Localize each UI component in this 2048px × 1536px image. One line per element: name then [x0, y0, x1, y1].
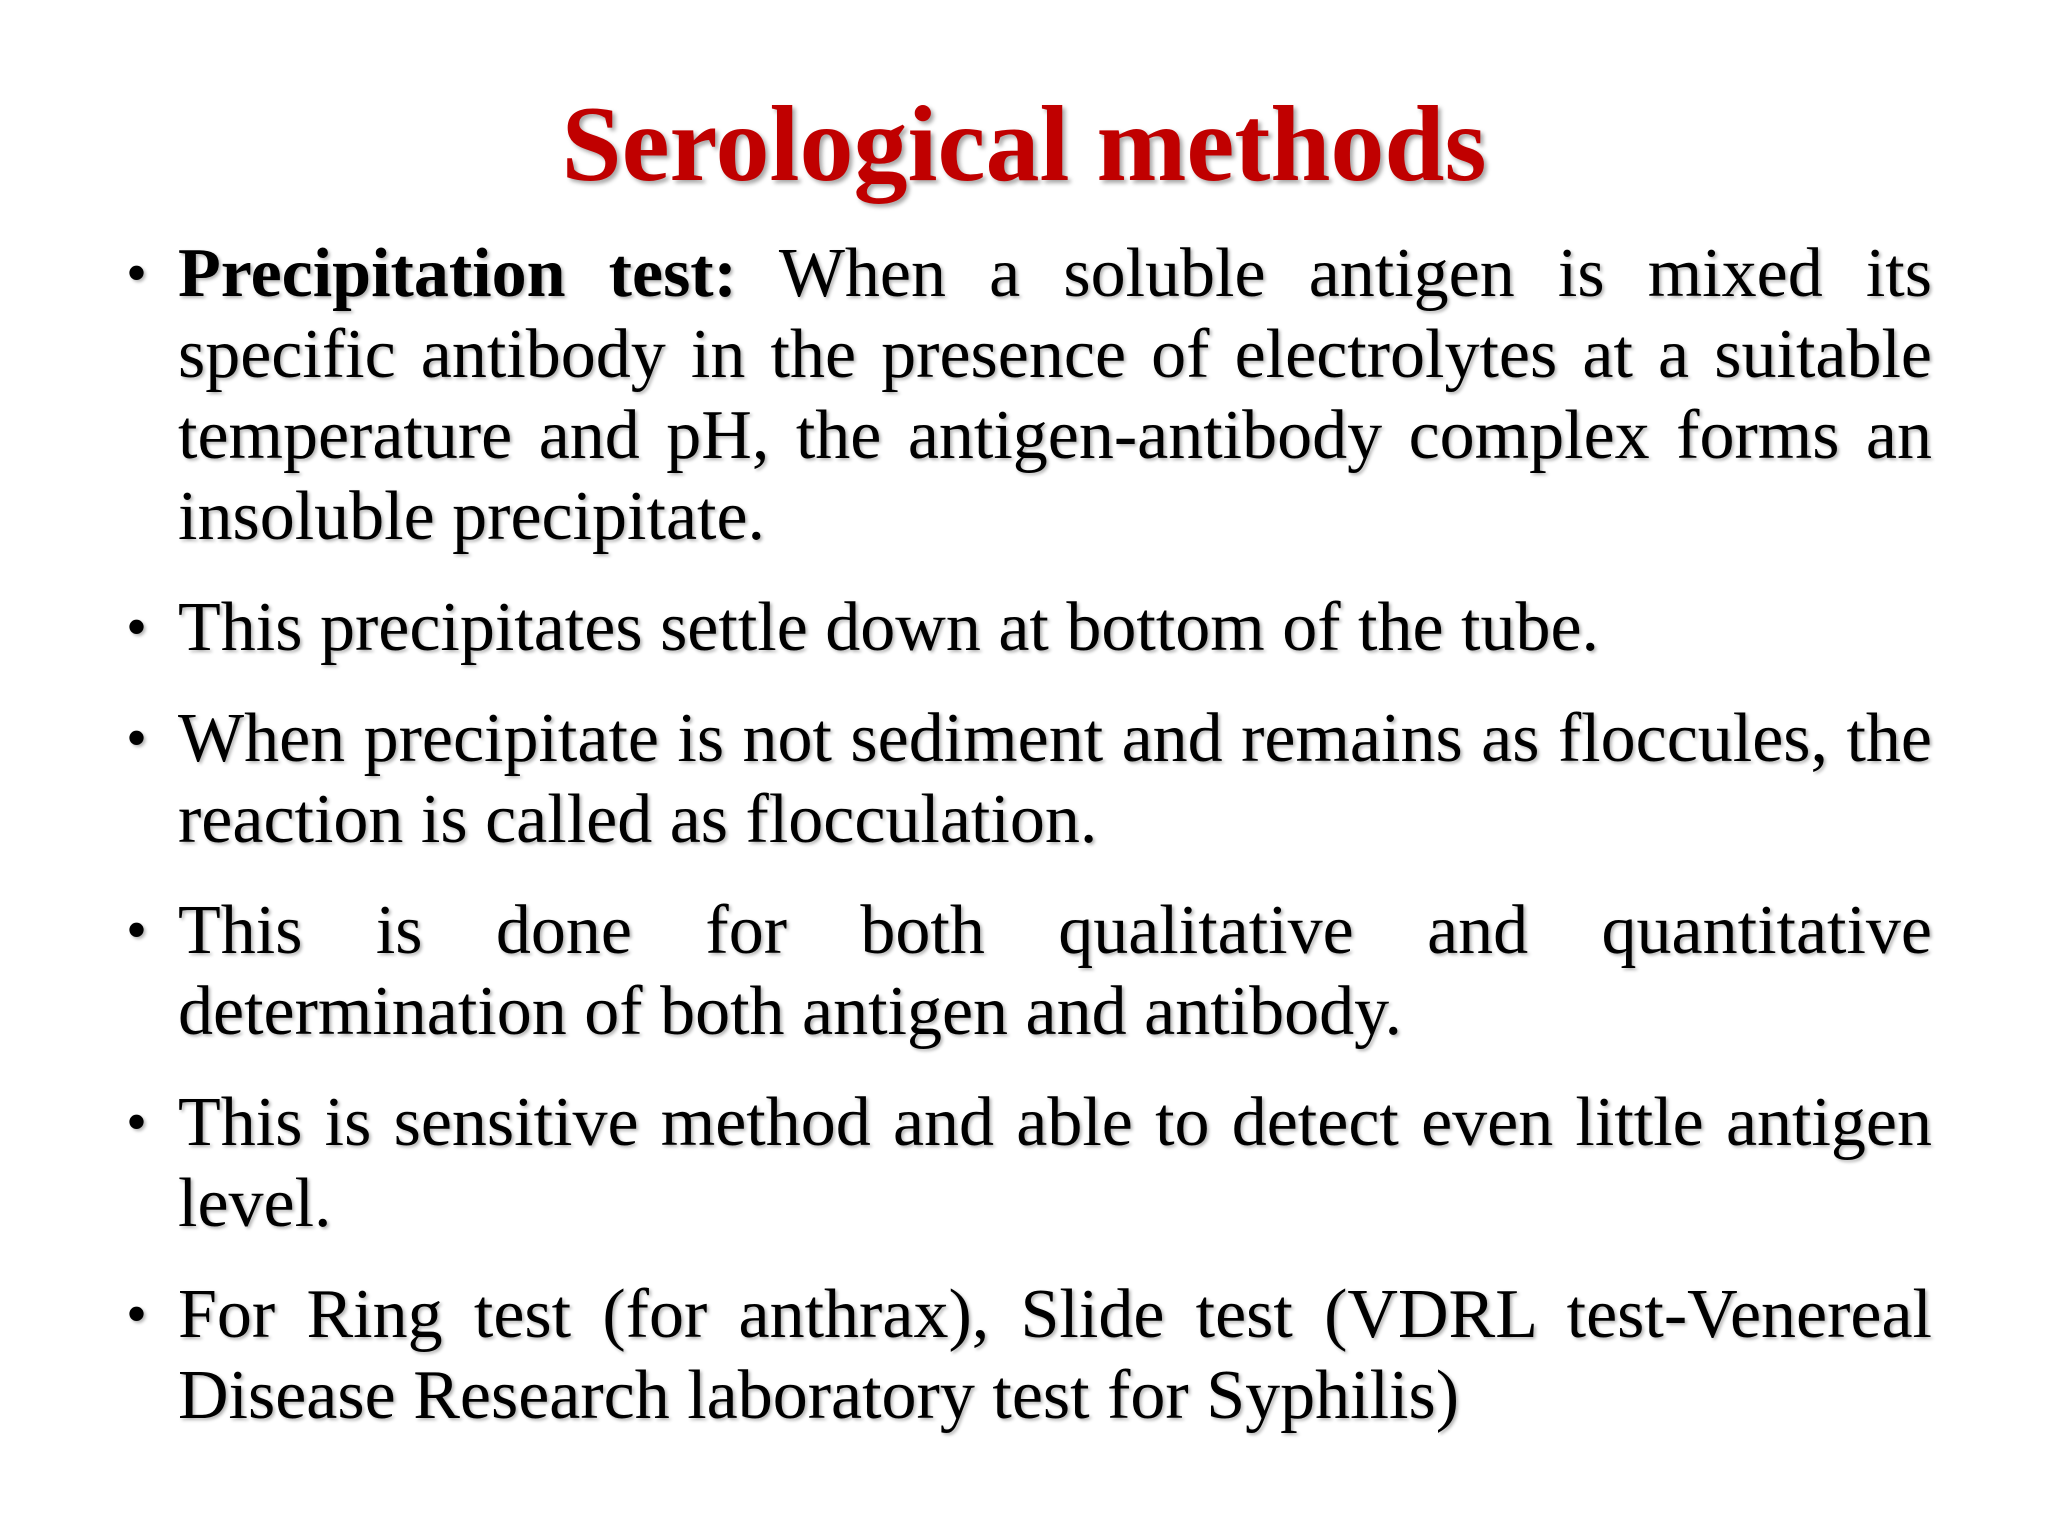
bullet-text: When precipitate is not sediment and remains as floccules, the reaction is called as flocculation.	[178, 700, 1932, 858]
bullet-dot-icon: •	[126, 1281, 148, 1347]
bullet-item-precipitation-test	[122, 233, 1932, 557]
slide-title: Serological methods	[561, 85, 1487, 204]
bullet-text: This is done for both qualitative and quantitative determination of both antigen and antibody.	[178, 892, 1932, 1050]
bullet-item-qualitative-quantitative	[122, 890, 1932, 1052]
bullet-dot-icon: •	[126, 897, 148, 963]
bullet-item-flocculation	[122, 698, 1932, 860]
bullet-text: This precipitates settle down at bottom of the tube.	[178, 589, 1600, 666]
bullet-dot-icon: •	[126, 1089, 148, 1155]
bullet-text: When a soluble antigen is mixed its specific antibody in the presence of electrolytes at a suitable temperature and pH, the antigen-antibody complex forms an insoluble precipitate.	[178, 235, 1932, 555]
bullet-text: This is sensitive method and able to detect even little antigen level.	[178, 1084, 1932, 1242]
bullet-item-ring-slide-test	[122, 1274, 1932, 1436]
bullet-dot-icon: •	[126, 705, 148, 771]
bullet-term: Precipitation test:	[178, 235, 737, 312]
bullet-item-settle-down	[122, 587, 1932, 668]
bullet-list	[122, 233, 1932, 1466]
bullet-dot-icon: •	[126, 240, 148, 306]
bullet-item-sensitive-method	[122, 1082, 1932, 1244]
bullet-dot-icon: •	[126, 594, 148, 660]
bullet-text: For Ring test (for anthrax), Slide test (VDRL test-Venereal Disease Research laboratory test for Syphilis)	[178, 1276, 1932, 1434]
